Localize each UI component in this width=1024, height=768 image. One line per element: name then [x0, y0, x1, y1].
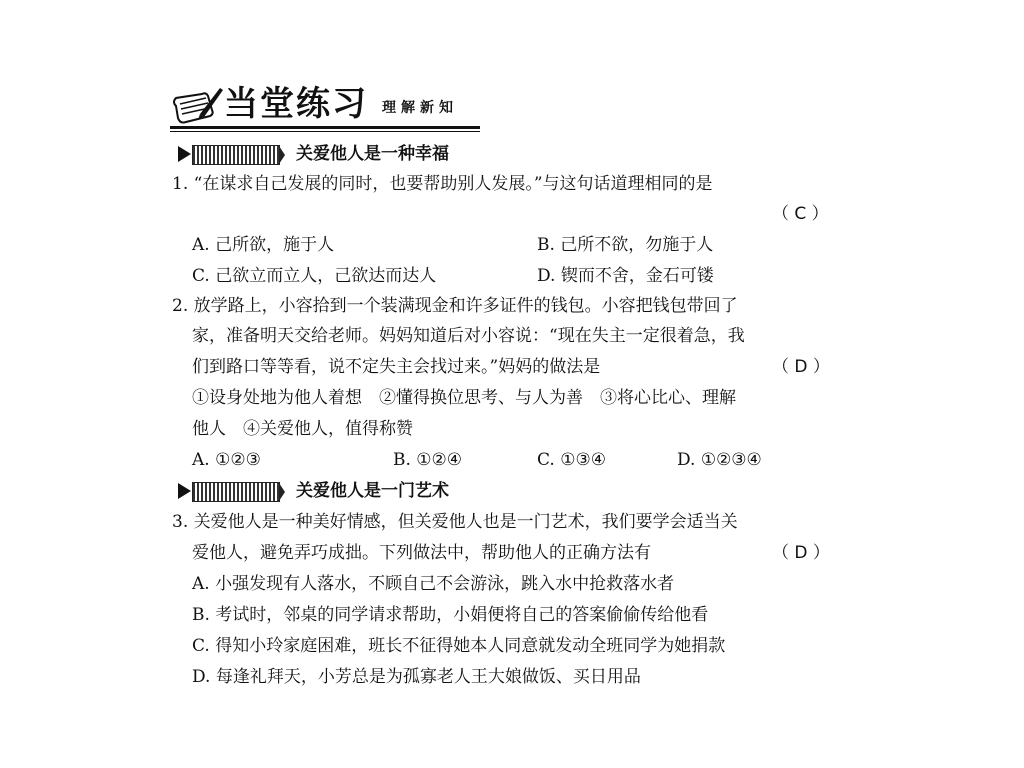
q3-line-2: 爱他人，避免弄巧成拙。下列做法中，帮助他人的正确方法有 [192, 543, 651, 563]
q2-line-2: 家，准备明天交给老师。妈妈知道后对小容说：“现在失主一定很着急，我 [192, 326, 745, 346]
banner-subtitle: 理解新知 [382, 100, 458, 116]
section-label-1: 关爱他人是一种幸福 [296, 144, 449, 164]
q1-answer: （ C ） [772, 204, 829, 224]
section-tag-2 [192, 482, 280, 502]
q3-option-b: B. 考试时，邻桌的同学请求帮助，小娟便将自己的答案偷偷传给他看 [192, 605, 709, 625]
q3-answer: （ D ） [772, 543, 830, 563]
banner-rule-thin [170, 131, 480, 132]
section-label-2: 关爱他人是一门艺术 [296, 481, 449, 501]
banner-rule [170, 126, 480, 129]
q2-option-c: C. ①③④ [537, 450, 606, 470]
q2-line-3: 们到路口等等看，说不定失主会找过来。”妈妈的做法是 [192, 357, 601, 377]
arrow-icon [178, 483, 191, 499]
q1-option-b: B. 己所不欲，勿施于人 [537, 235, 714, 255]
q1-option-d: D. 锲而不舍，金石可镂 [537, 266, 714, 286]
section-banner [170, 82, 480, 130]
q1-option-a: A. 己所欲，施于人 [192, 235, 335, 255]
q3-line-1: 3. 关爱他人是一种美好情感，但关爱他人也是一门艺术，我们要学会适当关 [172, 512, 738, 532]
q2-option-d: D. ①②③④ [677, 450, 762, 470]
q1-stem: 1. “在谋求自己发展的同时，也要帮助别人发展。”与这句话道理相同的是 [172, 174, 713, 194]
q3-option-c: C. 得知小玲家庭困难，班长不征得她本人同意就发动全班同学为她捐款 [192, 636, 726, 656]
q2-option-b: B. ①②④ [393, 450, 463, 470]
q2-line-1: 2. 放学路上，小容拾到一个装满现金和许多证件的钱包。小容把钱包带回了 [172, 296, 738, 316]
q2-line-4: ①设身处地为他人着想 ②懂得换位思考、与人为善 ③将心比心、理解 [192, 388, 736, 408]
scroll-pen-icon [170, 84, 224, 126]
banner-title: 当堂练习 [224, 84, 368, 124]
q2-line-5: 他人 ④关爱他人，值得称赞 [192, 419, 413, 439]
q3-option-d: D. 每逢礼拜天，小芳总是为孤寡老人王大娘做饭、买日用品 [192, 667, 641, 687]
q2-answer: （ D ） [772, 357, 830, 377]
q2-option-a: A. ①②③ [192, 450, 261, 470]
arrow-icon [178, 146, 191, 162]
q1-option-c: C. 己欲立而立人，己欲达而达人 [192, 266, 437, 286]
q3-option-a: A. 小强发现有人落水，不顾自己不会游泳，跳入水中抢救落水者 [192, 574, 675, 594]
section-tag-1 [192, 145, 280, 165]
